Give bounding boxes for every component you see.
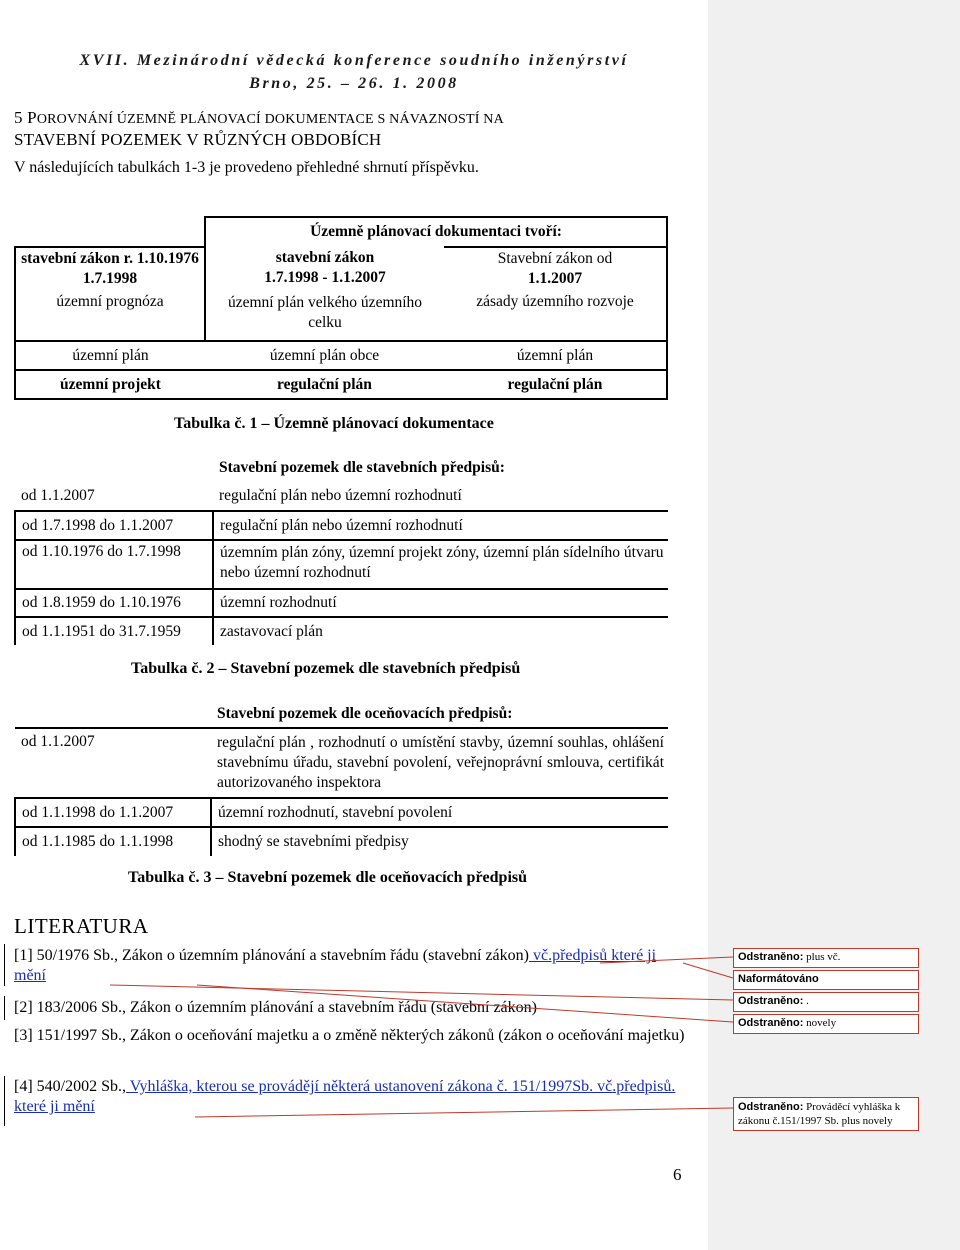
section-title-rest: OROVNÁNÍ ÚZEMNĚ PLÁNOVACÍ DOKUMENTACE S NÁVAZNOSTÍ NA	[36, 112, 504, 127]
table1-top-header: Územně plánovací dokumentaci tvoří:	[205, 217, 667, 247]
leader-line	[110, 985, 733, 1000]
reference-4: [4] 540/2002 Sb., Vyhláška, kterou se provádějí některá ustanovení zákona č. 151/1997Sb. vč.předpisů. které ji mění	[14, 1078, 676, 1115]
section-intro: V následujících tabulkách 1-3 je provedeno přehledné shrnutí příspěvku.	[14, 159, 479, 176]
conference-header-line2: Brno, 25. – 26. 1. 2008	[249, 75, 459, 92]
table-row: územní prognóza územní plán velkého územního celku zásady územního rozvoje	[15, 289, 667, 341]
leader-line	[600, 957, 733, 963]
table1-caption: Tabulka č. 1 – Územně plánovací dokumentace	[174, 415, 494, 432]
table1-col1-head: stavební zákon r. 1.10.1976 1.7.1998	[15, 247, 205, 289]
comment-balloon[interactable]: Naformátováno	[733, 970, 919, 990]
section-number: 5	[14, 108, 23, 127]
reference-2: [2] 183/2006 Sb., Zákon o územním plánování a stavebním řádu (stavební zákon)	[14, 999, 537, 1016]
section-title-line2: STAVEBNÍ POZEMEK V RŮZNÝCH OBDOBÍCH	[14, 130, 382, 149]
table1-col3-head: Stavební zákon od 1.1.2007	[444, 247, 667, 289]
table-row: od 1.1.2007 regulační plán nebo územní rozhodnutí	[15, 482, 668, 511]
table-row: od 1.8.1959 do 1.10.1976 územní rozhodnutí	[15, 589, 668, 617]
table2-caption: Tabulka č. 2 – Stavební pozemek dle stavebních předpisů	[131, 660, 521, 677]
comment-balloon[interactable]: Odstraněno: .	[733, 992, 919, 1012]
table-row: od 1.1.1998 do 1.1.2007 územní rozhodnutí, stavební povolení	[15, 798, 668, 827]
table-row: územní projekt regulační plán regulační plán	[15, 370, 667, 399]
tracked-insertion: Vyhláška, kterou se provádějí některá ustanovení zákona č. 151/1997Sb. vč.předpisů. které ji mění	[14, 1078, 676, 1115]
table-row: od 1.1.2007 regulační plán , rozhodnutí o umístění stavby, územní souhlas, ohlášení stavebnímu úřadu, stavební povolení, veřejnoprávní smlouva, certifikát autorizovaného inspektora	[15, 728, 668, 798]
comment-balloon[interactable]: Odstraněno: novely	[733, 1014, 919, 1034]
table3-caption: Tabulka č. 3 – Stavební pozemek dle oceňovacích předpisů	[128, 869, 528, 886]
leader-line	[195, 1108, 733, 1117]
section-title-lead: P	[27, 108, 37, 127]
comment-balloon[interactable]: Odstraněno: plus vč.	[733, 948, 919, 968]
table1-col2-head: stavební zákon 1.7.1998 - 1.1.2007	[205, 247, 444, 289]
reference-3: [3] 151/1997 Sb., Zákon o oceňování majetku a o změně některých zákonů (zákon o oceňování majetku)	[14, 1027, 685, 1044]
table2-header: Stavební pozemek dle stavebních předpisů:	[219, 459, 505, 476]
table-row: od 1.1.1951 do 31.7.1959 zastavovací plán	[15, 617, 668, 645]
table3-header: Stavební pozemek dle oceňovacích předpisů:	[217, 704, 513, 722]
conference-header-line1: XVII. Mezinárodní vědecká konference soudního inženýrství	[79, 52, 629, 69]
table-row: od 1.1.1985 do 1.1.1998 shodný se stavebními předpisy	[15, 827, 668, 856]
leader-line	[197, 985, 733, 1022]
table-row: od 1.7.1998 do 1.1.2007 regulační plán nebo územní rozhodnutí	[15, 511, 668, 540]
comment-balloon[interactable]: Odstraněno: Prováděcí vyhláška k zákonu č.151/1997 Sb. plus novely	[733, 1097, 919, 1131]
reference-1: [1] 50/1976 Sb., Zákon o územním plánování a stavebním řádu (stavební zákon) vč.předpisů které ji mění	[14, 947, 657, 984]
table-row: územní plán územní plán obce územní plán	[15, 341, 667, 370]
leader-line	[683, 963, 733, 978]
page-number: 6	[673, 1165, 682, 1184]
table-row: od 1.10.1976 do 1.7.1998 územním plán zóny, územní projekt zóny, územní plán sídelního útvaru nebo územní rozhodnutí	[15, 540, 668, 589]
tracked-insertion: vč.předpisů které ji mění	[14, 947, 657, 984]
literature-heading: LITERATURA	[14, 914, 149, 938]
